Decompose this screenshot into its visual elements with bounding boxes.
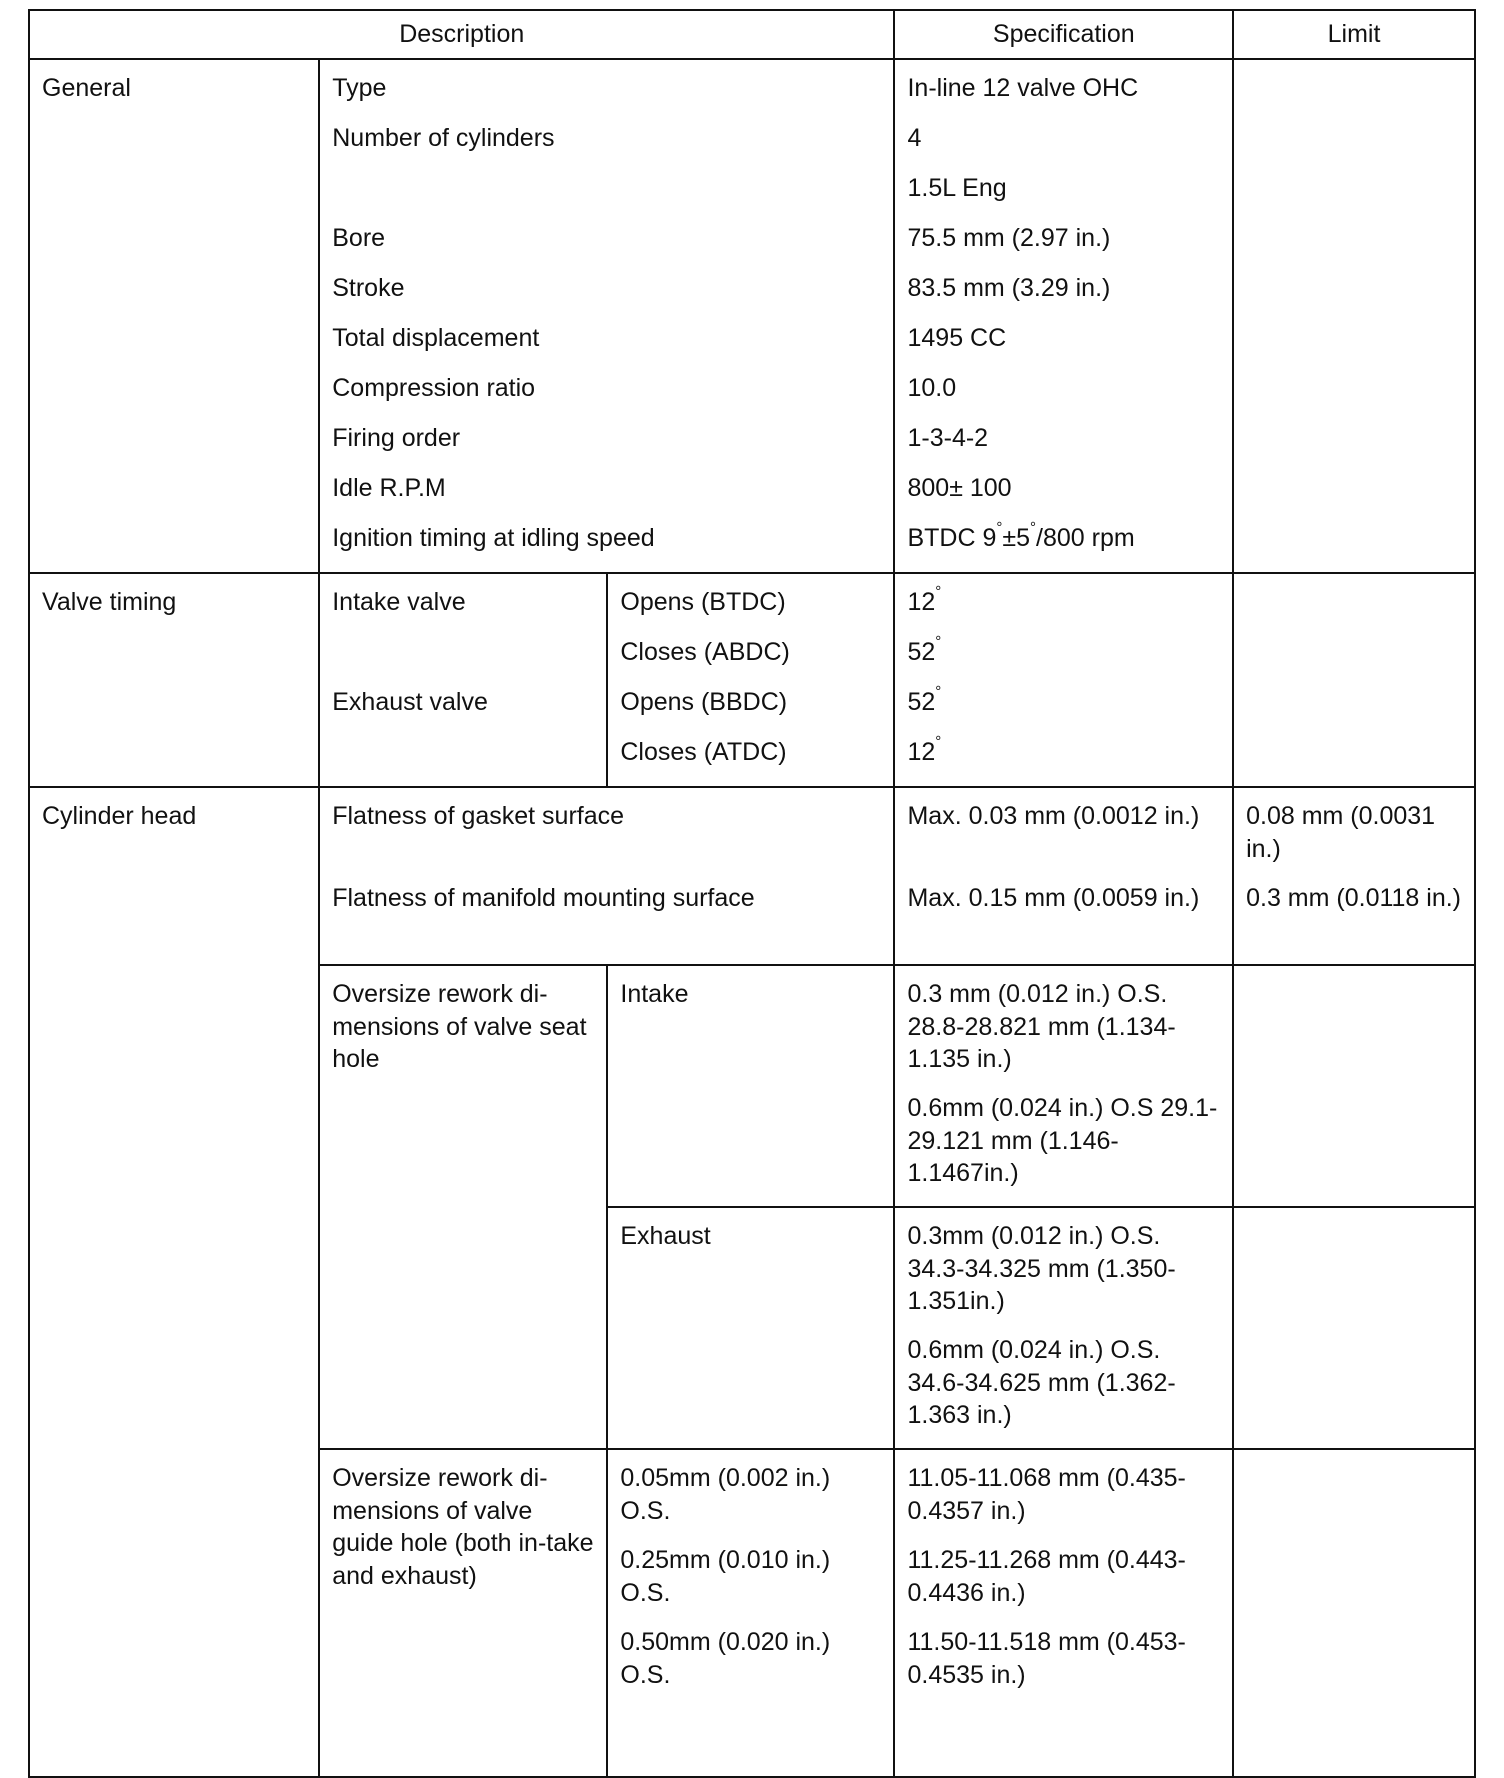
header-specification: Specification	[894, 10, 1233, 59]
valve-seat-label-cell	[319, 965, 607, 1449]
valve-seat-intake-cell	[607, 965, 894, 1207]
valve-timing-events-cell	[607, 573, 894, 787]
ignition-timing-spec: BTDC 9°±5°/800 rpm	[907, 519, 1135, 552]
general-section	[29, 59, 1475, 573]
valve-event: Opens (BBDC)	[620, 688, 788, 716]
general-item	[332, 172, 881, 222]
header-limit: Limit	[1233, 10, 1475, 59]
general-spec: 4	[907, 124, 922, 152]
header-row	[29, 10, 1475, 59]
intake-valve-label: Intake valve	[332, 588, 466, 616]
valve-timing-valves-cell	[319, 573, 607, 787]
valve-timing-section	[29, 573, 1475, 787]
general-category-cell	[29, 59, 319, 573]
valve-seat-exhaust-label: Exhaust	[620, 1222, 711, 1250]
cylinder-head-category-cell	[29, 787, 319, 1777]
cylinder-head-flatness-row	[29, 787, 1475, 965]
general-spec: 1495 CC	[907, 324, 1007, 352]
flatness-items-cell	[319, 787, 894, 965]
degree-sign: °	[1030, 519, 1037, 536]
general-spec: In-line 12 valve OHC	[907, 74, 1139, 102]
valve-guide-label-cell	[319, 1449, 607, 1777]
valve-guide-size: 0.25mm (0.010 in.) O.S.	[620, 1546, 831, 1607]
valve-guide-sizes-cell	[607, 1449, 894, 1777]
general-item: Ignition timing at idling speed	[332, 524, 655, 552]
general-specs-cell	[894, 59, 1233, 573]
valve-seat-exhaust-cell	[607, 1207, 894, 1449]
valve-event: Closes (ABDC)	[620, 638, 790, 666]
valve-seat-intake-label: Intake	[620, 980, 689, 1008]
header-description: Description	[29, 10, 894, 59]
general-spec: 10.0	[907, 374, 957, 402]
valve-seat-label: Oversize rework di-mensions of valve seat hole	[332, 980, 587, 1073]
flatness-specs-cell	[894, 787, 1233, 965]
general-items-cell	[319, 59, 894, 573]
flatness-limit: 0.08 mm (0.0031 in.)	[1246, 802, 1436, 863]
valve-event: Closes (ATDC)	[620, 738, 787, 766]
valve-guide-spec: 11.25-11.268 mm (0.443-0.4436 in.)	[907, 1546, 1186, 1607]
general-spec: 1-3-4-2	[907, 424, 989, 452]
valve-guide-size: 0.50mm (0.020 in.) O.S.	[620, 1628, 831, 1689]
valve-timing-limit-cell	[1233, 573, 1475, 787]
valve-event-value: 52°	[907, 683, 942, 716]
general-spec: 75.5 mm (2.97 in.)	[907, 224, 1111, 252]
general-item: Type	[332, 74, 387, 102]
flatness-limits-cell	[1233, 787, 1475, 965]
general-item: Firing order	[332, 424, 461, 452]
valve-timing-category: Valve timing	[42, 588, 177, 616]
valve-guide-size: 0.05mm (0.002 in.) O.S.	[620, 1464, 831, 1525]
valve-event-value: 12°	[907, 583, 942, 616]
valve-event: Opens (BTDC)	[620, 588, 786, 616]
general-item: Stroke	[332, 274, 405, 302]
valve-seat-spec: 0.3 mm (0.012 in.) O.S. 28.8-28.821 mm (1.134-1.135 in.)	[907, 980, 1176, 1073]
valve-guide-specs-cell	[894, 1449, 1233, 1777]
general-item: Bore	[332, 224, 386, 252]
valve-guide-spec: 11.05-11.068 mm (0.435-0.4357 in.)	[907, 1464, 1186, 1525]
general-spec: 1.5L Eng	[907, 174, 1007, 202]
valve-seat-exhaust-limit-cell	[1233, 1207, 1475, 1449]
engine-spec-table	[28, 9, 1476, 1778]
valve-guide-limit-cell	[1233, 1449, 1475, 1777]
valve-event-value: 12°	[907, 733, 942, 766]
flatness-limit: 0.3 mm (0.0118 in.)	[1246, 884, 1461, 912]
valve-guide-spec: 11.50-11.518 mm (0.453-0.4535 in.)	[907, 1628, 1186, 1689]
flatness-spec: Max. 0.03 mm (0.0012 in.)	[907, 802, 1200, 830]
general-item: Number of cylinders	[332, 124, 555, 152]
general-item: Idle R.P.M	[332, 474, 446, 502]
flatness-item: Flatness of manifold mounting surface	[332, 884, 755, 912]
valve-guide-label: Oversize rework di-mensions of valve guide hole (both in-take and exhaust)	[332, 1464, 594, 1590]
valve-seat-exhaust-specs-cell	[894, 1207, 1233, 1449]
exhaust-valve-label: Exhaust valve	[332, 688, 488, 716]
valve-seat-spec: 0.6mm (0.024 in.) O.S. 34.6-34.625 mm (1.362-1.363 in.)	[907, 1336, 1176, 1429]
general-category: General	[42, 74, 131, 102]
valve-event-value: 52°	[907, 633, 942, 666]
valve-timing-values-cell	[894, 573, 1233, 787]
general-limit-cell	[1233, 59, 1475, 573]
flatness-spec: Max. 0.15 mm (0.0059 in.)	[907, 884, 1200, 912]
general-item: Total displacement	[332, 324, 540, 352]
degree-sign: °	[996, 519, 1003, 536]
valve-timing-category-cell	[29, 573, 319, 787]
general-spec: 800± 100	[907, 474, 1012, 502]
cylinder-head-category: Cylinder head	[42, 802, 197, 830]
general-item: Compression ratio	[332, 374, 536, 402]
valve-seat-spec: 0.3mm (0.012 in.) O.S. 34.3-34.325 mm (1.350-1.351in.)	[907, 1222, 1176, 1315]
flatness-item: Flatness of gasket surface	[332, 802, 625, 830]
valve-seat-intake-limit-cell	[1233, 965, 1475, 1207]
general-spec: 83.5 mm (3.29 in.)	[907, 274, 1111, 302]
valve-seat-intake-specs-cell	[894, 965, 1233, 1207]
valve-seat-spec: 0.6mm (0.024 in.) O.S 29.1-29.121 mm (1.146-1.1467in.)	[907, 1094, 1218, 1187]
